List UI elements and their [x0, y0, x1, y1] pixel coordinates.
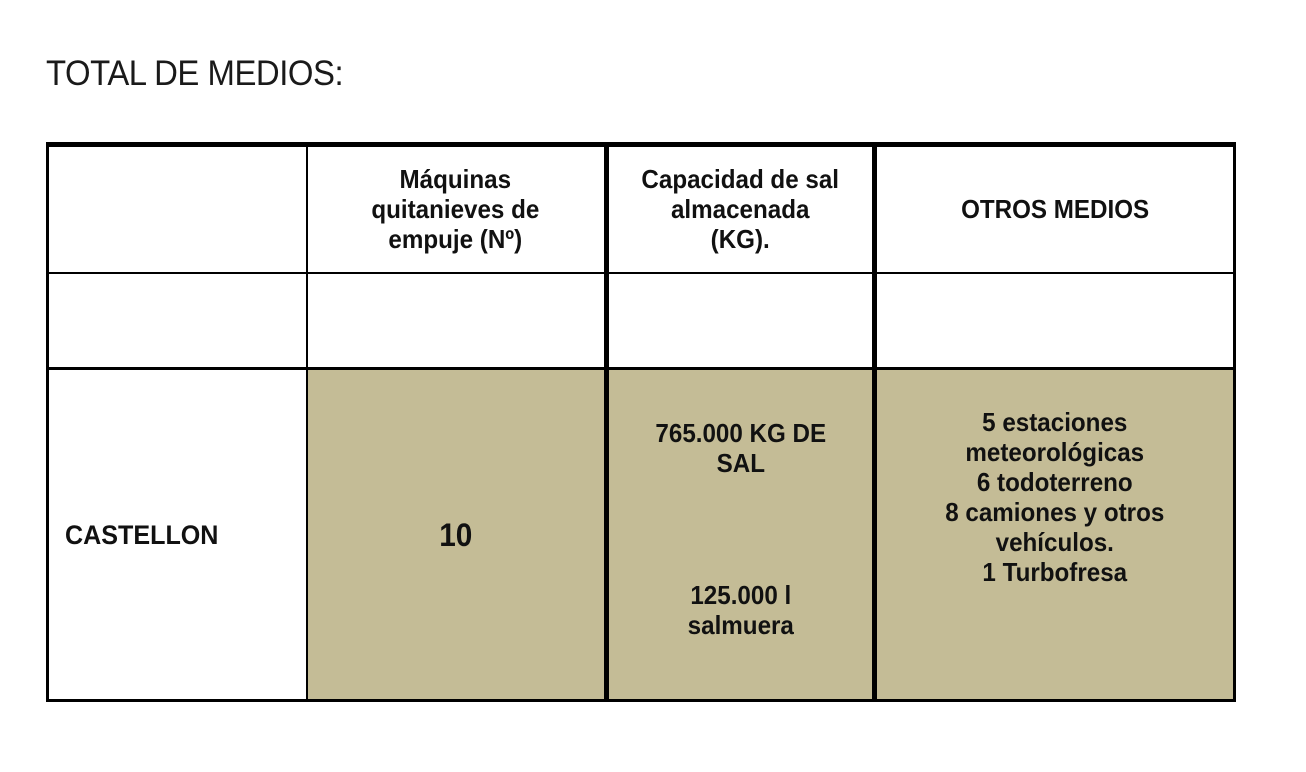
otros-line6: 1 Turbofresa [982, 556, 1128, 587]
header-empty-cell [48, 145, 307, 273]
spacer-cell [607, 273, 875, 369]
otros-medios-value-cell [875, 369, 1235, 701]
header-maquinas-line3: empuje (Nº) [388, 224, 523, 255]
spacer-cell [307, 273, 607, 369]
spacer-cell [875, 273, 1235, 369]
header-capacidad-line2: almacenada [671, 194, 810, 225]
header-otros-medios [875, 145, 1235, 273]
spacer-cell [48, 273, 307, 369]
sal-line2: SAL [716, 447, 765, 478]
header-capacidad-line3: (KG). [710, 224, 771, 255]
salmuera-line1: 125.000 l [690, 579, 791, 610]
capacidad-value-cell [607, 369, 875, 701]
header-maquinas-line1: Máquinas [399, 164, 512, 195]
header-row [48, 145, 1235, 273]
row-label-text: CASTELLON [65, 519, 219, 550]
otros-line4: 8 camiones y otros [945, 496, 1165, 527]
maquinas-value-cell [307, 369, 607, 701]
page-title: TOTAL DE MEDIOS: [46, 54, 344, 93]
header-maquinas-line2: quitanieves de [371, 194, 540, 225]
sal-line1: 765.000 KG DE [655, 417, 826, 448]
salmuera-line2: salmuera [687, 609, 794, 640]
header-capacidad-line1: Capacidad de sal [641, 164, 840, 195]
header-capacidad [607, 145, 875, 273]
otros-line3: 6 todoterreno [977, 466, 1133, 497]
row-label-castellon [48, 369, 307, 701]
otros-line1: 5 estaciones [982, 406, 1128, 437]
header-maquinas [307, 145, 607, 273]
medios-table [46, 142, 1236, 702]
header-otros-medios-label: OTROS MEDIOS [960, 194, 1150, 225]
spacer-row [48, 273, 1235, 369]
otros-line5: vehículos. [995, 526, 1115, 557]
castellon-row [48, 369, 1235, 701]
maquinas-value: 10 [439, 516, 473, 553]
otros-line2: meteorológicas [965, 436, 1145, 467]
